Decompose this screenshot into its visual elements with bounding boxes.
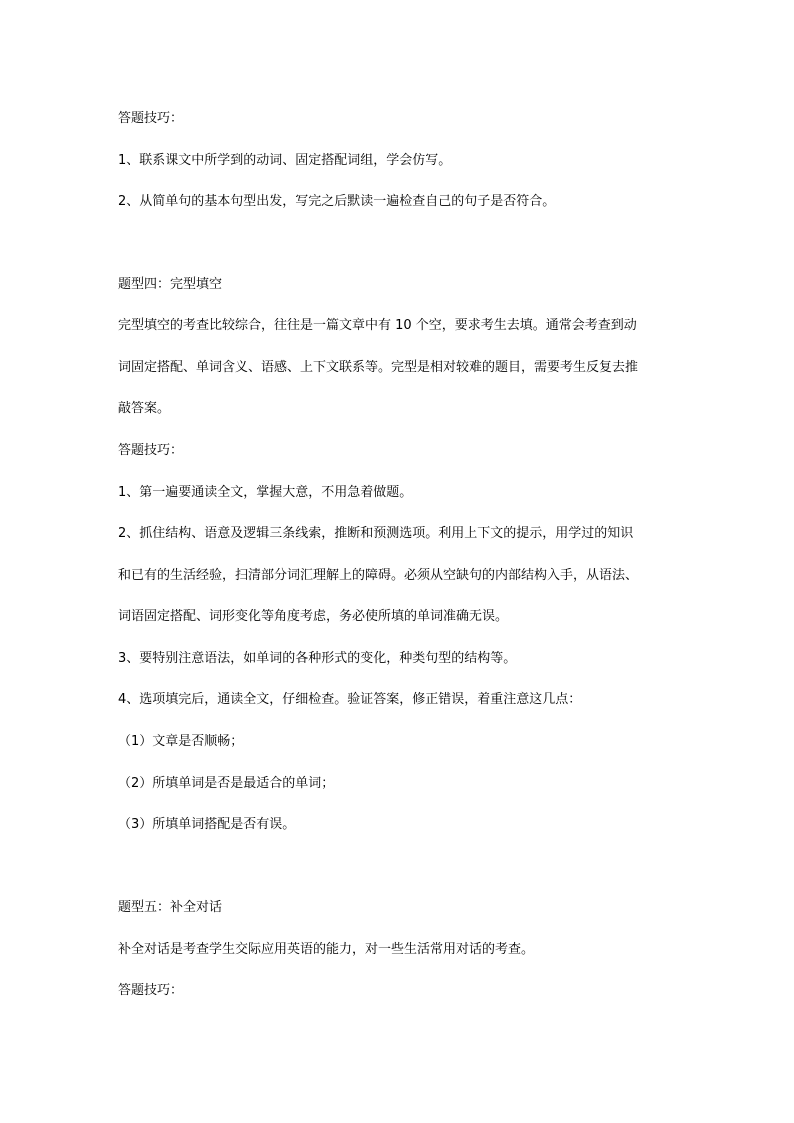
tip-line: 1、联系课文中所学到的动词、固定搭配词组，学会仿写。 [118,153,452,168]
paragraph-line: 完型填空的考查比较综合，往往是一篇文章中有 10 个空，要求考生去填。通常会考查到动 [118,318,637,333]
tip-line: 4、选项填完后，通读全文，仔细检查。验证答案，修正错误，着重注意这几点： [118,692,582,707]
list-item: （3）所填单词搭配是否有误。 [118,817,296,832]
section-heading: 题型五：补全对话 [118,900,223,915]
paragraph-line: 敲答案。 [118,401,171,416]
tip-line: 3、要特别注意语法，如单词的各种形式的变化，种类句型的结构等。 [118,651,517,666]
tip-line: 2、抓住结构、语意及逻辑三条线索，推断和预测选项。利用上下文的提示，用学过的知识 [118,526,634,541]
section-heading: 题型四：完型填空 [118,277,223,292]
list-item: （2）所填单词是否是最适合的单词； [118,776,335,791]
tip-line: 词语固定搭配、词形变化等角度考虑，务必使所填的单词准确无误。 [118,609,509,624]
list-item: （1）文章是否顺畅； [118,734,244,749]
paragraph-line: 补全对话是考查学生交际应用英语的能力，对一些生活常用对话的考查。 [118,942,535,957]
tips-heading: 答题技巧： [118,983,184,998]
tip-line: 1、第一遍要通读全文，掌握大意，不用急着做题。 [118,485,413,500]
tip-line: 2、从简单句的基本句型出发，写完之后默读一遍检查自己的句子是否符合。 [118,194,556,209]
tip-line: 和已有的生活经验，扫清部分词汇理解上的障碍。必须从空缺句的内部结构入手，从语法、 [118,568,639,583]
tips-heading: 答题技巧： [118,111,184,126]
paragraph-line: 词固定搭配、单词含义、语感、上下文联系等。完型是相对较难的题目，需要考生反复去推 [118,360,639,375]
tips-heading: 答题技巧： [118,443,184,458]
